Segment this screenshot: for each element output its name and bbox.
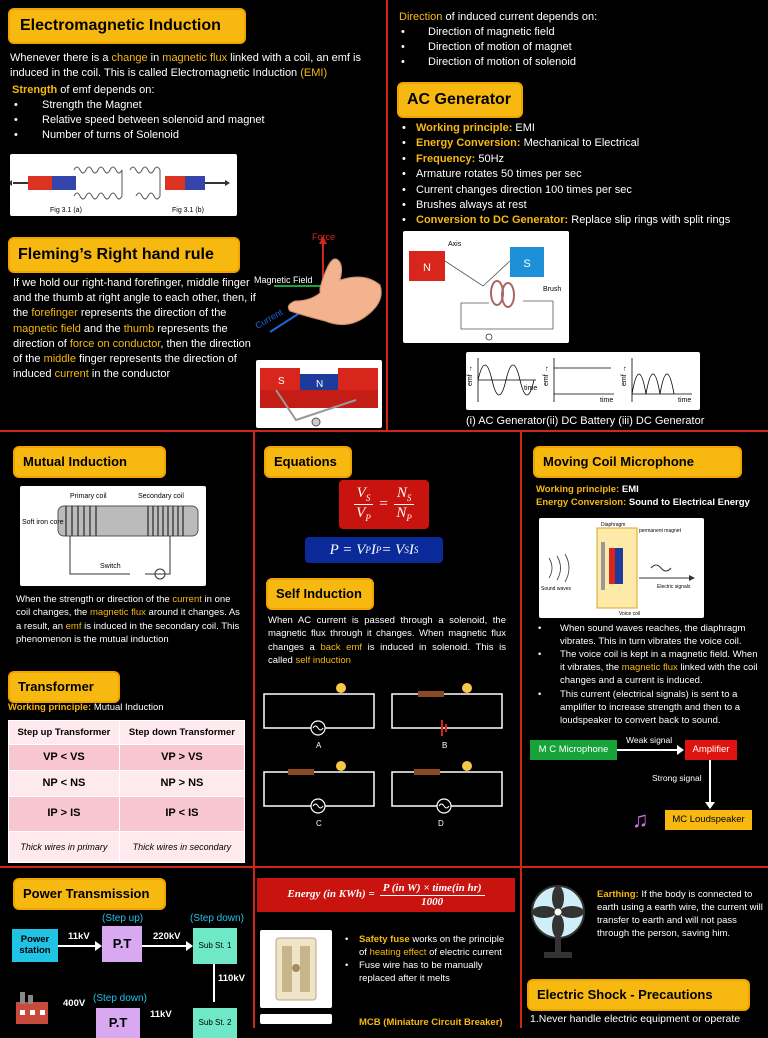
v220-label: 220kV [153,931,181,942]
magnet-label: permanent magnet [639,528,681,534]
ac-generator-figure [403,231,569,343]
list-item: • Armature rotates 50 times per sec [400,167,764,182]
voice-coil-label: Voice coil [619,611,641,617]
force-label: Force [312,232,336,242]
graph-axis-2: emf → [543,365,550,386]
ac-s-label: S [523,258,531,270]
divider-v-top [386,0,388,430]
divider-v-bot-2 [520,868,522,1028]
current-label: Current [253,307,285,331]
transformer-title: Transformer [8,671,120,703]
sub-station-1: Sub St. 1 [193,928,237,964]
mcb-image [260,1014,332,1024]
mcb-label: MCB (Miniature Circuit Breaker) [359,1017,503,1028]
mutual-text: When the strength or direction of the current in one coil changes, the magnetic flux around it changes. As a result, an emf is induced in the secondary coil. This phenomenon is the mutual induction [16,594,240,646]
flow-mc-microphone: M C Microphone [530,740,617,760]
step-down-label-2: (Step down) [93,993,147,1004]
circuit-label-c: C [316,819,322,828]
flow-arrow-1-head [677,745,684,755]
flow-arrow-2 [709,760,711,804]
list-item: • Direction of magnetic field [399,25,759,40]
power-station-box: Power station [12,929,58,962]
fleming-title: Fleming’s Right hand rule [8,237,240,273]
emi-intro: Whenever there is a change in magnetic flux linked with a coil, an emf is induced in the coil. This is called Electromagnetic Induction (EMI) [10,52,361,80]
mutual-figure [20,486,206,586]
core-label: Soft iron core [22,519,64,526]
fig-a-label: Fig 3.1 (a) [50,207,82,214]
list-item: • Direction of motion of solenoid [399,55,759,70]
flow-amplifier: Amplifier [685,740,737,760]
emi-strength-list [12,98,382,144]
pt-box-1: P.T [102,926,142,962]
list-item: • The voice coil is kept in a magnetic field. When it vibrates, the magnetic flux linked with the coil changes and a current is induced. [536,648,760,687]
flow-arrow-2-head [705,802,715,809]
list-item: • This current (electrical signals) is sent to a amplifier to increase strength and then to a loudspeaker to convert back to sound. [536,688,760,727]
primary-label: Primary coil [70,493,107,500]
ac-n-label: N [423,262,431,274]
shock-title: Electric Shock - Precautions [527,979,750,1011]
sound-waves-label: Sound waves [541,586,572,592]
self-induction-title: Self Induction [266,578,374,610]
equation-ratio: $\frac{V_S}{V_P}$ = $\frac{N_S}{N_P}$ [339,480,429,529]
v11b-label: 11kV [150,1009,172,1020]
table-row: Step up Transformer Step down Transformer [9,721,245,745]
axis-label: Axis [448,241,462,248]
list-item: • Direction of motion of magnet [399,40,759,55]
table-row: NP < NS NP > NS [9,771,245,797]
ac-title: AC Generator [397,82,523,118]
list-item: • Relative speed between solenoid and magnet [12,113,382,128]
microphone-list [536,622,760,727]
list-item: • Current changes direction 100 times per sec [400,183,764,198]
step-up-label: (Step up) [102,913,144,924]
pt-box-2: P.T [96,1008,140,1038]
fuse-list [343,933,513,985]
direction-list [399,25,759,71]
ac-list [400,121,764,229]
electric-signals-label: Electric signals [657,584,691,590]
magnet-s-label: S [278,376,285,387]
emi-strength-heading: Strength of emf depends on: [12,84,155,96]
microphone-figure [539,518,704,618]
graph-axis-1: emf → [467,365,474,386]
magnet-n-label: N [316,379,324,390]
transformer-principle: Working principle: Mutual Induction [8,702,164,713]
table-row: Thick wires in primary Thick wires in secondary [9,831,245,862]
ac-graph-caption: (i) AC Generator(ii) DC Battery (iii) DC Generator [466,415,705,427]
divider-v-mid-1 [253,432,255,866]
transformer-table [8,720,245,863]
music-note-icon: ♫ [632,807,649,832]
list-item: • Number of turns of Solenoid [12,128,382,143]
step-down-label: (Step down) [190,913,244,924]
magnetic-field-label: Magnetic Field [254,275,313,285]
flow-weak-label: Weak signal [626,735,673,745]
emi-figure [10,154,237,216]
power-title: Power Transmission [13,878,166,910]
circuit-label-b: B [442,741,448,750]
v11-label: 11kV [68,931,90,942]
divider-v-bot-1 [253,868,255,1028]
direction-heading: Direction of induced current depends on: [399,11,598,23]
energy-equation: Energy (in KWh) = P (in W) × time(in hr) 1000 [257,878,515,912]
ac-graphs-figure [466,352,700,410]
self-induction-circuits [258,678,518,828]
fig-b-label: Fig 3.1 (b) [172,207,204,214]
sub-station-2: Sub St. 2 [193,1008,237,1038]
graph-time-1: time [524,385,538,392]
secondary-label: Secondary coil [138,493,184,500]
v400-label: 400V [63,998,86,1009]
divider-h-2 [0,866,768,868]
v110-label: 110kV [218,973,245,984]
shock-item-1: 1.Never handle electric equipment or operate [530,1013,741,1025]
arrow-1 [58,945,98,947]
list-item: • Fuse wire has to be manually replaced after it melts [343,959,513,985]
diaphragm-label: Diaphragm [601,522,626,528]
divider-h-1 [0,430,768,432]
list-item: • Safety fuse works on the principle of heating effect of electric current [343,933,513,959]
fuse-image [260,930,332,1008]
graph-time-3: time [678,397,692,404]
list-item: • Brushes always at rest [400,198,764,213]
fleming-hand-figure [250,228,385,348]
arrow-2 [142,945,188,947]
fleming-magnet-figure [256,360,382,428]
circuit-label-a: A [316,741,322,750]
list-item: • Frequency: 50Hz [400,152,764,167]
mutual-title: Mutual Induction [13,446,166,478]
flow-mc-loudspeaker: MC Loudspeaker [665,810,752,830]
earthing-text: Earthing: If the body is connected to earth using a earth wire, the current will transfer to earth and will not pass through the person, saving him. [597,889,763,940]
emi-title: Electromagnetic Induction [8,8,246,44]
arrow-3 [213,964,215,1002]
list-item: • When sound waves reaches, the diaphragm vibrates. This in turn vibrates the voice coil. [536,622,760,648]
factory-icon [12,990,52,1020]
divider-v-mid-2 [520,432,522,866]
fan-icon [528,882,588,962]
brush-label: Brush [543,286,562,293]
microphone-principles: Working principle: EMI Energy Conversion: Sound to Electrical Energy [536,484,750,509]
switch-label: Switch [100,563,121,570]
fleming-text: If we hold our right-hand forefinger, middle finger and the thumb at right angle to each other, then, if the forefinger represents the direction of the magnetic field and the thumb represents the direction of force on conductor, then the direction of the middle finger represents the direction of induced current in the conductor [13,277,256,381]
arrow-2-head [186,941,193,951]
equations-title: Equations [264,446,352,478]
list-item: • Conversion to DC Generator: Replace slip rings with split rings [400,213,764,228]
graph-axis-3: emf → [621,365,628,386]
circuit-label-d: D [438,819,444,828]
list-item: • Working principle: EMI [400,121,764,136]
table-row: IP > IS IP < IS [9,797,245,831]
arrow-1-head [95,941,102,951]
flow-arrow-1 [617,749,681,751]
self-induction-text: When AC current is passed through a solenoid, the magnetic flux through it changes. When magnetic flux changes a back emf is induced in solenoid. This is called self induction [268,615,506,667]
graph-time-2: time [600,397,614,404]
table-row: VP < VS VP > VS [9,745,245,771]
microphone-title: Moving Coil Microphone [533,446,742,478]
list-item: • Strength the Magnet [12,98,382,113]
list-item: • Energy Conversion: Mechanical to Electrical [400,136,764,151]
equation-power: P = V P I P = V S I S [305,537,443,563]
flow-strong-label: Strong signal [652,773,702,783]
